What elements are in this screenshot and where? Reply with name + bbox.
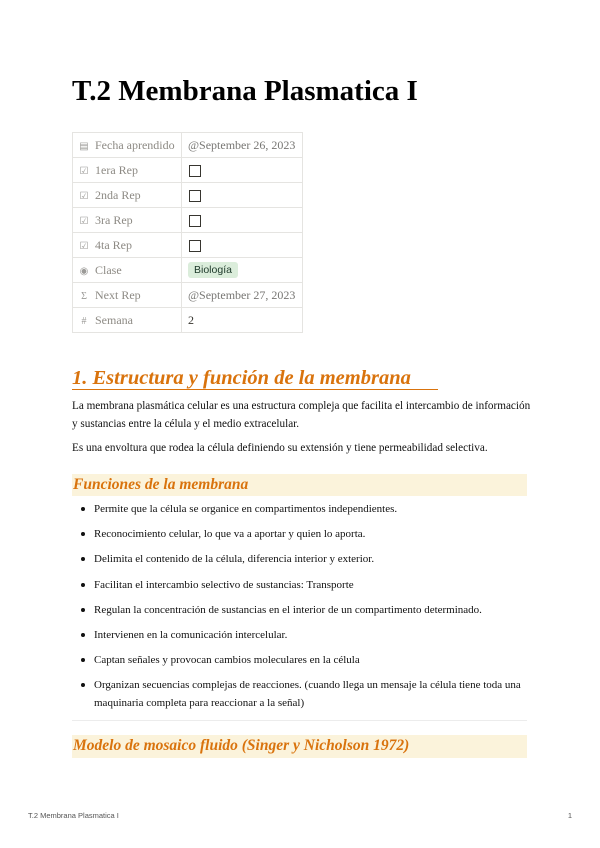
property-value: [182, 258, 303, 283]
property-label: Clase: [95, 262, 122, 277]
section-heading-structure: 1. Estructura y función de la membrana: [72, 367, 411, 389]
property-label: 1era Rep: [95, 162, 138, 177]
property-row: [73, 233, 303, 258]
property-row: [73, 308, 303, 333]
checkbox[interactable]: [189, 190, 201, 202]
checkbox-icon: ☑: [79, 215, 89, 227]
property-value: [182, 283, 303, 308]
subheading-functions: Funciones de la membrana: [72, 474, 527, 496]
date-value: @September 27, 2023: [188, 287, 296, 302]
property-label: Semana: [95, 312, 133, 327]
property-row: [73, 258, 303, 283]
checkbox-icon: ☑: [79, 190, 89, 202]
list-item: Regulan la concentración de sustancias en el interior de un compartimento determinado.: [72, 601, 532, 619]
checkbox[interactable]: [189, 215, 201, 227]
property-name: [73, 308, 182, 333]
paragraph-2: Es una envoltura que rodea la célula definiendo su extensión y tiene permeabilidad selectiva.: [72, 442, 488, 454]
list-item: Reconocimiento celular, lo que va a aportar y quien lo aporta.: [72, 525, 532, 543]
select-icon: ◉: [79, 265, 89, 277]
list-item: Intervienen en la comunicación intercelular.: [72, 626, 532, 644]
property-name: [73, 133, 182, 158]
property-label: 4ta Rep: [95, 237, 132, 252]
property-value: [182, 133, 303, 158]
list-item: Permite que la célula se organice en compartimentos independientes.: [72, 500, 532, 518]
hash-icon: #: [81, 315, 87, 327]
checkbox[interactable]: [189, 165, 201, 177]
property-name: [73, 233, 182, 258]
footer-title: T.2 Membrana Plasmatica I: [28, 811, 119, 820]
footer-page-number: 1: [567, 811, 572, 820]
property-label: 2nda Rep: [95, 187, 141, 202]
property-value[interactable]: [182, 183, 303, 208]
list-item: Facilitan el intercambio selectivo de sustancias: Transporte: [72, 576, 532, 594]
checkbox-icon: ☑: [79, 240, 89, 252]
sigma-icon: Σ: [81, 290, 87, 302]
property-name: [73, 208, 182, 233]
property-row: [73, 208, 303, 233]
checkbox[interactable]: [189, 240, 201, 252]
list-item: Captan señales y provocan cambios moleculares en la célula: [72, 651, 532, 669]
property-value[interactable]: [182, 208, 303, 233]
list-item: Organizan secuencias complejas de reacciones. (cuando llega un mensaje la célula tiene toda una maquinaria completa para reaccionar a la señal): [72, 676, 532, 712]
property-value[interactable]: [182, 233, 303, 258]
property-label: Fecha aprendido: [95, 137, 175, 152]
property-row: [73, 158, 303, 183]
property-row: [73, 183, 303, 208]
date-value: @September 26, 2023: [188, 137, 296, 152]
property-name: [73, 258, 182, 283]
divider: [72, 720, 527, 721]
property-label: Next Rep: [95, 287, 141, 302]
property-value[interactable]: [182, 158, 303, 183]
number-value: 2: [188, 312, 194, 327]
property-name: [73, 283, 182, 308]
class-tag[interactable]: Biología: [188, 262, 238, 278]
property-label: 3ra Rep: [95, 212, 133, 227]
property-value: [182, 308, 303, 333]
functions-list: [72, 500, 532, 720]
heading-underline: [72, 389, 438, 390]
properties-table: [72, 132, 303, 333]
page-title: T.2 Membrana Plasmatica I: [72, 75, 418, 107]
subheading-fluid-mosaic-model: Modelo de mosaico fluido (Singer y Nicholson 1972): [72, 735, 527, 758]
paragraph-1: La membrana plasmática celular es una estructura compleja que facilita el intercambio de información y sustancias entre la célula y el medio extracelular.: [72, 400, 531, 430]
checkbox-icon: ☑: [79, 165, 89, 177]
property-name: [73, 183, 182, 208]
property-name: [73, 158, 182, 183]
property-row: [73, 133, 303, 158]
list-item: Delimita el contenido de la célula, diferencia interior y exterior.: [72, 550, 532, 568]
property-row: [73, 283, 303, 308]
calendar-icon: ▤: [79, 140, 89, 152]
